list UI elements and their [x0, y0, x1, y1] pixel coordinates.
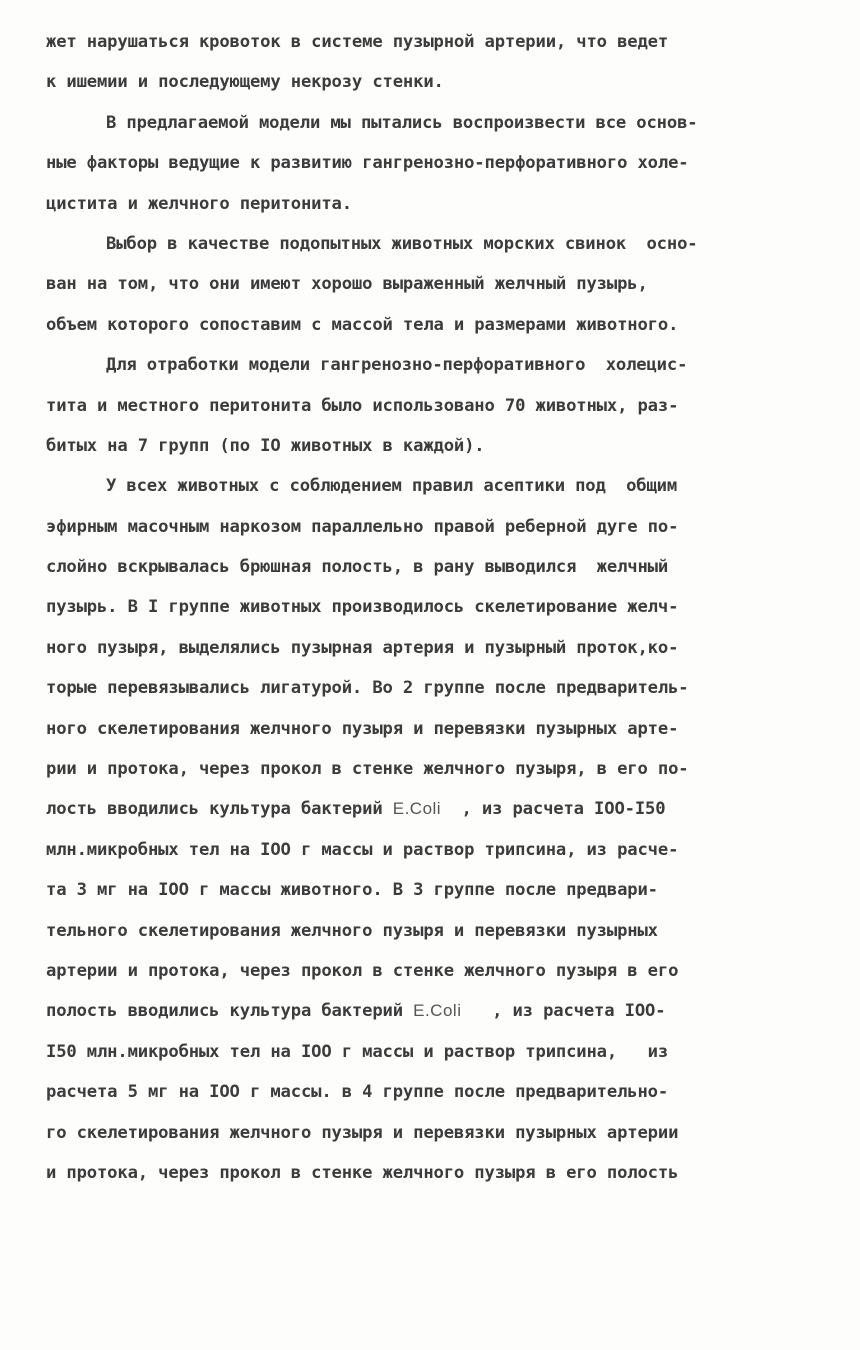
text-segment: полость вводились культура бактерий: [46, 1001, 414, 1022]
text-line: эфирным масочным наркозом параллельно правой реберной дуге по-: [46, 516, 679, 537]
typewritten-text: [46, 22, 826, 1193]
text-line: рии и протока, через прокол в стенке желчного пузыря, в его по-: [46, 759, 689, 780]
text-line: слойно вскрывалась брюшная полость, в рану выводился желчный: [46, 557, 669, 578]
text-line: ного пузыря, выделялись пузырная артерия и пузырный проток,ко-: [46, 637, 679, 658]
text-line: цистита и желчного перитонита.: [46, 193, 352, 214]
text-line: тита и местного перитонита было использовано 70 животных, раз-: [46, 395, 679, 416]
paragraph-first-line: В предлагаемой модели мы пытались воспроизвести все основ-: [106, 112, 698, 133]
text-line: объем которого сопоставим с массой тела и размерами животного.: [46, 314, 679, 335]
text-line: к ишемии и последующему некрозу стенки.: [46, 72, 444, 93]
text-line: расчета 5 мг на IOO г массы. в 4 группе после предварительно-: [46, 1082, 669, 1103]
text-line: млн.микробных тел на IOO г массы и раствор трипсина, из расче-: [46, 839, 679, 860]
text-line: го скелетирования желчного пузыря и перевязки пузырных артерии: [46, 1122, 679, 1143]
paragraph-first-line: Для отработки модели гангренозно-перфоративного холецис-: [106, 355, 688, 376]
text-segment: , из расчета IOO-: [461, 1001, 666, 1022]
text-segment: , из расчета IOO-I50: [441, 799, 666, 820]
text-line: ван на том, что они имеют хорошо выраженный желчный пузырь,: [46, 274, 648, 295]
handwritten-bacteria-name: E.Coli: [392, 799, 442, 819]
text-segment: лость вводились культура бактерий: [46, 799, 393, 820]
text-line-with-handwritten-insert: [46, 789, 826, 829]
text-line: артерии и протока, через прокол в стенке желчного пузыря в его: [46, 960, 679, 981]
text-line-with-handwritten-insert: [46, 991, 826, 1031]
paragraph-first-line: У всех животных с соблюдением правил асептики под общим: [106, 476, 678, 497]
text-line: тельного скелетирования желчного пузыря и перевязки пузырных: [46, 920, 658, 941]
handwritten-bacteria-name: E.Coli: [413, 1001, 462, 1021]
text-line: та 3 мг на IOO г массы животного. В 3 группе после предвари-: [46, 880, 658, 901]
paragraph-first-line: Выбор в качестве подопытных животных морских свинок осно-: [106, 233, 698, 254]
text-line: ного скелетирования желчного пузыря и перевязки пузырных арте-: [46, 718, 679, 739]
text-line: ные факторы ведущие к развитию гангренозно-перфоративного холе-: [46, 153, 689, 174]
text-line: I50 млн.микробных тел на IOO г массы и раствор трипсина, из: [46, 1041, 669, 1062]
text-line: битых на 7 групп (по IO животных в каждой).: [46, 435, 485, 456]
text-line: пузырь. В I группе животных производилось скелетирование желч-: [46, 597, 679, 618]
text-line: и протока, через прокол в стенке желчного пузыря в его полость: [46, 1162, 679, 1183]
text-line: жет нарушаться кровоток в системе пузырной артерии, что ведет: [46, 32, 669, 52]
text-line: торые перевязывались лигатурой. Во 2 группе после предваритель-: [46, 678, 689, 699]
